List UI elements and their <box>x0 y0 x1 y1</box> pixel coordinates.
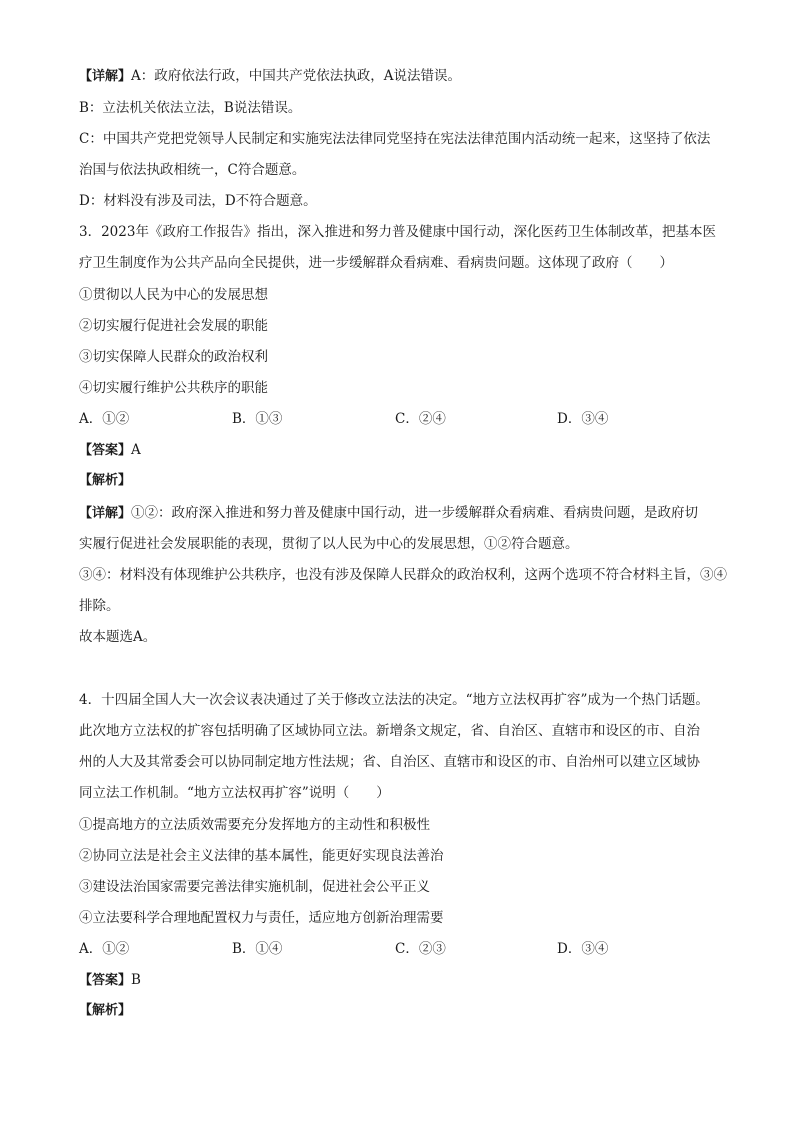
q3-detail-line-2: 实履行促进社会发展职能的表现，贯彻了以人民为中心的发展思想，①②符合题意。 <box>79 536 579 552</box>
q2-detail-line-c2: 治国与依法执政相统一，C符合题意。 <box>79 162 306 178</box>
q3-option-b: B．①③ <box>232 411 283 427</box>
q3-item-4: ④切实履行维护公共秩序的职能 <box>79 380 268 396</box>
q3-stem-line-2: 疗卫生制度作为公共产品向全民提供，进一步缓解群众看病难、看病贵问题。这体现了政府（ ） <box>79 255 673 271</box>
q3-option-a: A．①② <box>79 411 130 427</box>
q4-stem-line-4: 同立法工作机制。“地方立法权再扩容”说明（ ） <box>79 785 390 801</box>
q3-detail-line-1 <box>79 503 729 524</box>
q4-option-c: C．②③ <box>395 941 446 957</box>
answer-value: A <box>131 442 141 458</box>
answer-label: 【答案】 <box>79 973 132 988</box>
q3-option-d: D．③④ <box>557 411 609 427</box>
q4-answer <box>79 970 729 991</box>
q4-item-3: ③建设法治国家需要完善法律实施机制，促进社会公平正义 <box>79 879 430 895</box>
q4-stem-line-1: 4．十四届全国人大一次会议表决通过了关于修改立法法的决定。“地方立法权再扩容”成为一个热门话题。 <box>79 692 709 708</box>
detail-label: 【详解】 <box>79 506 132 521</box>
q4-stem-line-2: 此次地方立法权的扩容包括明确了区域协同立法。新增条文规定，省、自治区、直辖市和设区的市、自治 <box>79 723 700 739</box>
q3-detail-line-3: ③④：材料没有体现维护公共秩序，也没有涉及保障人民群众的政治权利，这两个选项不符合材料主旨，③④ <box>79 567 727 583</box>
q4-item-4: ④立法要科学合理地配置权力与责任，适应地方创新治理需要 <box>79 910 444 926</box>
q3-item-3: ③切实保障人民群众的政治权利 <box>79 349 268 365</box>
q4-option-a: A．①② <box>79 941 130 957</box>
q3-stem-line-1: 3．2023年《政府工作报告》指出，深入推进和努力普及健康中国行动，深化医药卫生体制改革，把基本医 <box>79 224 716 240</box>
q4-stem-line-3: 州的人大及其常委会可以协同制定地方性法规；省、自治区、直辖市和设区的市、自治州可以建立区域协 <box>79 754 700 770</box>
q3-detail-line-4: 排除。 <box>79 598 120 614</box>
q3-answer <box>79 440 729 461</box>
q2-detail-line-d: D：材料没有涉及司法，D不符合题意。 <box>79 193 317 209</box>
q3-option-c: C．②④ <box>395 411 446 427</box>
q3-item-2: ②切实履行促进社会发展的职能 <box>79 318 268 334</box>
q4-analysis-label: 【解析】 <box>79 1003 132 1018</box>
answer-value: B <box>131 972 141 988</box>
q3-item-1: ①贯彻以人民为中心的发展思想 <box>79 287 268 303</box>
q4-item-1: ①提高地方的立法质效需要充分发挥地方的主动性和积极性 <box>79 817 430 833</box>
q2-detail-a-text: A：政府依法行政，中国共产党依法执政，A说法错误。 <box>131 68 462 84</box>
detail-label: 【详解】 <box>79 69 132 84</box>
q2-detail-line-b: B：立法机关依法立法，B说法错误。 <box>79 100 302 116</box>
q2-detail-line-a <box>79 66 729 87</box>
q3-detail-1-text: ①②：政府深入推进和努力普及健康中国行动，进一步缓解群众看病难、看病贵问题，是政府切 <box>131 505 699 521</box>
q2-detail-line-c1: C：中国共产党把党领导人民制定和实施宪法法律同党坚持在宪法法律范围内活动统一起来，这坚持了依法 <box>79 131 711 147</box>
answer-label: 【答案】 <box>79 443 132 458</box>
q4-option-b: B．①④ <box>232 941 283 957</box>
q4-option-d: D．③④ <box>557 941 609 957</box>
q3-analysis-label: 【解析】 <box>79 473 132 488</box>
q4-item-2: ②协同立法是社会主义法律的基本属性，能更好实现良法善治 <box>79 848 444 864</box>
q3-conclusion: 故本题选A。 <box>79 629 157 645</box>
